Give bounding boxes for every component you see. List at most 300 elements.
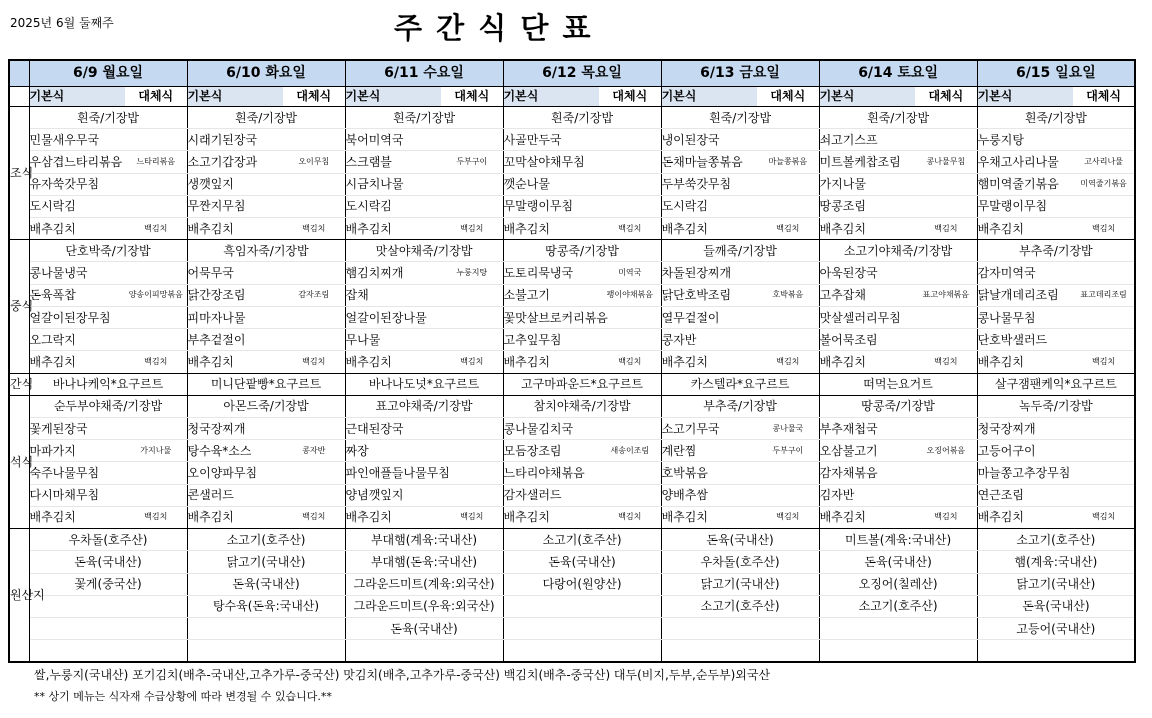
- menu-item: 햄(계육:국내산): [977, 551, 1135, 573]
- alt-menu-item: [1073, 129, 1135, 151]
- menu-row: [9, 129, 1135, 151]
- menu-item: 순두부야채죽/기장밥: [29, 395, 187, 417]
- alt-menu-item: 느타리볶음: [125, 151, 187, 173]
- menu-item: 흰죽/기장밥: [661, 106, 819, 128]
- menu-item: 탕수육*소스: [187, 440, 283, 462]
- alt-menu-item: [125, 262, 187, 284]
- menu-item: 숙주나물무침: [29, 462, 125, 484]
- menu-item: 햄미역줄기볶음: [977, 173, 1073, 195]
- menu-item: [345, 640, 503, 662]
- menu-item: 도시락김: [29, 195, 125, 217]
- menu-item: 양배추쌈: [661, 484, 757, 506]
- menu-item: 연근조림: [977, 484, 1073, 506]
- alt-menu-item: 백김치: [757, 506, 819, 528]
- menu-item: 누룽지탕: [977, 129, 1073, 151]
- alt-menu-item: [441, 329, 503, 351]
- menu-row: [9, 617, 1135, 639]
- alt-menu-item: 백김치: [915, 218, 977, 240]
- menu-item: 김자반: [819, 484, 915, 506]
- alt-menu-item: 백김치: [599, 218, 661, 240]
- menu-item: 콩나물무침: [977, 306, 1073, 328]
- menu-item: 오징어(칠레산): [819, 573, 977, 595]
- menu-item: 돈육폭찹: [29, 284, 125, 306]
- menu-item: 배추김치: [661, 218, 757, 240]
- menu-item: 닭고기(국내산): [661, 573, 819, 595]
- menu-row: [9, 573, 1135, 595]
- alt-menu-item: 고사리나물: [1073, 151, 1135, 173]
- alt-menu-item: 마늘쫑볶음: [757, 151, 819, 173]
- day-header-row: [9, 60, 1135, 86]
- alt-label: 대체식: [757, 86, 819, 106]
- menu-item: 배추김치: [661, 506, 757, 528]
- alt-menu-item: [283, 484, 345, 506]
- menu-item: 무말랭이무침: [503, 195, 599, 217]
- menu-item: 우채고사리나물: [977, 151, 1073, 173]
- menu-item: 배추김치: [977, 218, 1073, 240]
- day-header: 6/12 목요일: [503, 60, 661, 86]
- menu-item: 도토리묵냉국: [503, 262, 599, 284]
- menu-item: 참치야채죽/기장밥: [503, 395, 661, 417]
- alt-menu-item: 백김치: [1073, 506, 1135, 528]
- menu-item: 감자샐러드: [503, 484, 599, 506]
- menu-item: 계란찜: [661, 440, 757, 462]
- alt-menu-item: [125, 329, 187, 351]
- alt-menu-item: [441, 284, 503, 306]
- alt-menu-item: [599, 173, 661, 195]
- menu-item: 그라운드미트(우육:외국산): [345, 595, 503, 617]
- menu-item: 닭고기(국내산): [187, 551, 345, 573]
- menu-item: 냉이된장국: [661, 129, 757, 151]
- alt-menu-item: 백김치: [915, 506, 977, 528]
- menu-item: 소고기(호주산): [819, 595, 977, 617]
- menu-item: 배추김치: [819, 506, 915, 528]
- alt-menu-item: [599, 484, 661, 506]
- alt-menu-item: [915, 129, 977, 151]
- menu-item: [187, 640, 345, 662]
- alt-menu-item: 백김치: [757, 351, 819, 373]
- alt-menu-item: [441, 306, 503, 328]
- alt-menu-item: [599, 195, 661, 217]
- menu-item: 배추김치: [187, 351, 283, 373]
- menu-item: [977, 640, 1135, 662]
- menu-item: 청국장찌개: [977, 418, 1073, 440]
- alt-label: 대체식: [125, 86, 187, 106]
- alt-menu-item: [757, 129, 819, 151]
- alt-menu-item: [1073, 484, 1135, 506]
- menu-item: 콩자반: [661, 329, 757, 351]
- basic-label: 기본식: [187, 86, 283, 106]
- menu-item: [503, 640, 661, 662]
- menu-item: 배추김치: [503, 218, 599, 240]
- menu-item: [503, 595, 661, 617]
- alt-menu-item: [125, 173, 187, 195]
- menu-item: 꽃맛살브로커리볶음: [503, 306, 661, 328]
- menu-item: 흑임자죽/기장밥: [187, 240, 345, 262]
- menu-item: 흰죽/기장밥: [977, 106, 1135, 128]
- alt-menu-item: [599, 151, 661, 173]
- menu-item: 배추김치: [345, 506, 441, 528]
- menu-item: [819, 617, 977, 639]
- menu-item: 흰죽/기장밥: [345, 106, 503, 128]
- alt-menu-item: [599, 129, 661, 151]
- basic-label: 기본식: [977, 86, 1073, 106]
- alt-menu-item: [441, 440, 503, 462]
- alt-menu-item: 누룽지탕: [441, 262, 503, 284]
- menu-row: [9, 106, 1135, 128]
- menu-row: [9, 195, 1135, 217]
- menu-item: 탕수육(돈육:국내산): [187, 595, 345, 617]
- menu-item: 돈채마늘쫑볶음: [661, 151, 757, 173]
- menu-item: 고등어구이: [977, 440, 1073, 462]
- alt-menu-item: 백김치: [125, 351, 187, 373]
- alt-menu-item: 백김치: [125, 506, 187, 528]
- menu-item: [29, 617, 187, 639]
- menu-item: 열무겉절이: [661, 306, 757, 328]
- day-header: 6/13 금요일: [661, 60, 819, 86]
- menu-row: [9, 173, 1135, 195]
- alt-menu-item: 콩나물무침: [915, 151, 977, 173]
- menu-item: 배추김치: [819, 218, 915, 240]
- menu-item: 소고기(호주산): [661, 595, 819, 617]
- alt-menu-item: [1073, 306, 1135, 328]
- alt-menu-item: [283, 262, 345, 284]
- menu-item: 녹두죽/기장밥: [977, 395, 1135, 417]
- menu-item: 땅콩죽/기장밥: [819, 395, 977, 417]
- alt-menu-item: [599, 462, 661, 484]
- menu-item: 미트볼케찹조림: [819, 151, 915, 173]
- alt-menu-item: 미역줄기볶음: [1073, 173, 1135, 195]
- menu-item: 땅콩조림: [819, 195, 915, 217]
- menu-item: 쇠고기스프: [819, 129, 915, 151]
- menu-item: 그라운드미트(계육:외국산): [345, 573, 503, 595]
- alt-menu-item: 호박볶음: [757, 284, 819, 306]
- menu-item: 돈육(국내산): [29, 551, 187, 573]
- alt-menu-item: [915, 329, 977, 351]
- menu-row: [9, 240, 1135, 262]
- day-header: 6/15 일요일: [977, 60, 1135, 86]
- menu-item: 다시마채무침: [29, 484, 125, 506]
- menu-item: 카스텔라*요구르트: [661, 373, 819, 395]
- basic-label: 기본식: [503, 86, 599, 106]
- menu-item: 맛살셀러리무침: [819, 306, 915, 328]
- menu-item: [661, 640, 819, 662]
- menu-item: 감자미역국: [977, 262, 1073, 284]
- origin-note: 쌀,누룽지(국내산) 포기김치(배추-국내산,고추가루-중국산) 맛김치(배추,고추가루-중국산) 백김치(배추-중국산) 대두(비지,두부,순두부)외국산: [34, 668, 771, 682]
- menu-item: 흰죽/기장밥: [819, 106, 977, 128]
- menu-item: 닭고기(국내산): [977, 573, 1135, 595]
- menu-item: 얼갈이된장나물: [345, 306, 441, 328]
- alt-menu-item: 백김치: [283, 351, 345, 373]
- day-header: 6/10 화요일: [187, 60, 345, 86]
- menu-item: 마늘쫑고추장무침: [977, 462, 1135, 484]
- alt-menu-item: 백김치: [125, 218, 187, 240]
- menu-item: 무나물: [345, 329, 441, 351]
- menu-item: 부추재첩국: [819, 418, 915, 440]
- menu-row: [9, 418, 1135, 440]
- alt-menu-item: 두부구이: [757, 440, 819, 462]
- menu-row: [9, 262, 1135, 284]
- alt-label: 대체식: [283, 86, 345, 106]
- menu-item: 소고기(호주산): [503, 529, 661, 551]
- menu-row: [9, 506, 1135, 528]
- menu-item: 표고야채죽/기장밥: [345, 395, 503, 417]
- menu-item: 소고기무국: [661, 418, 757, 440]
- menu-row: [9, 462, 1135, 484]
- menu-row: [9, 484, 1135, 506]
- alt-menu-item: 콩자반: [283, 440, 345, 462]
- menu-item: 호박볶음: [661, 462, 757, 484]
- sub-corner: [9, 86, 29, 106]
- alt-menu-item: 표고야채볶음: [915, 284, 977, 306]
- alt-menu-item: [125, 195, 187, 217]
- menu-item: 닭날개데리조림: [977, 284, 1073, 306]
- basic-label: 기본식: [819, 86, 915, 106]
- menu-item: [503, 617, 661, 639]
- menu-item: 부추죽/기장밥: [661, 395, 819, 417]
- menu-item: [819, 640, 977, 662]
- menu-item: 돈육(국내산): [345, 617, 503, 639]
- menu-item: 배추김치: [187, 218, 283, 240]
- alt-menu-item: [1073, 418, 1135, 440]
- menu-item: 시래기된장국: [187, 129, 283, 151]
- menu-row: [9, 395, 1135, 417]
- menu-item: 가지나물: [819, 173, 915, 195]
- menu-item: 소고기(호주산): [187, 529, 345, 551]
- menu-item: 오삼불고기: [819, 440, 915, 462]
- menu-item: 소고기(호주산): [977, 529, 1135, 551]
- menu-item: 단호박샐러드: [977, 329, 1073, 351]
- alt-menu-item: 백김치: [283, 218, 345, 240]
- menu-item: 바나나케익*요구르트: [29, 373, 187, 395]
- menu-item: 배추김치: [503, 351, 599, 373]
- alt-menu-item: [1073, 262, 1135, 284]
- sub-header-row: [9, 86, 1135, 106]
- menu-row: [9, 551, 1135, 573]
- menu-item: 돈육(국내산): [187, 573, 345, 595]
- menu-item: 모듬장조림: [503, 440, 599, 462]
- alt-menu-item: [283, 462, 345, 484]
- menu-item: 맛살야채죽/기장밥: [345, 240, 503, 262]
- menu-item: 소불고기: [503, 284, 599, 306]
- menu-item: 배추김치: [345, 218, 441, 240]
- alt-menu-item: [283, 173, 345, 195]
- corner-cell: [9, 60, 29, 86]
- menu-item: 돈육(국내산): [661, 529, 819, 551]
- page-title: 주 간 식 단 표: [394, 11, 593, 45]
- menu-item: 단호박죽/기장밥: [29, 240, 187, 262]
- menu-item: 우차돌(호주산): [661, 551, 819, 573]
- menu-item: 부추죽/기장밥: [977, 240, 1135, 262]
- menu-item: 깻순나물: [503, 173, 599, 195]
- alt-menu-item: 백김치: [441, 218, 503, 240]
- alt-menu-item: [915, 418, 977, 440]
- change-note: ** 상기 메뉴는 식자재 수급상황에 따라 변경될 수 있습니다.**: [34, 690, 332, 703]
- menu-item: 고추잎무침: [503, 329, 599, 351]
- menu-item: 돈육(국내산): [503, 551, 661, 573]
- menu-item: 부추겉절이: [187, 329, 283, 351]
- alt-menu-item: [915, 306, 977, 328]
- menu-item: 돈육(국내산): [977, 595, 1135, 617]
- menu-row: [9, 640, 1135, 662]
- menu-row: [9, 329, 1135, 351]
- menu-item: 콩나물냉국: [29, 262, 125, 284]
- menu-item: 배추김치: [661, 351, 757, 373]
- alt-menu-item: 새송이조림: [599, 440, 661, 462]
- alt-menu-item: [757, 195, 819, 217]
- menu-item: 땅콩죽/기장밥: [503, 240, 661, 262]
- alt-menu-item: [125, 306, 187, 328]
- menu-item: 양념깻잎지: [345, 484, 441, 506]
- alt-menu-item: [915, 462, 977, 484]
- menu-item: 우차돌(호주산): [29, 529, 187, 551]
- menu-item: 배추김치: [187, 506, 283, 528]
- menu-item: 생깻잎지: [187, 173, 283, 195]
- meal-label: 원산지: [9, 529, 29, 662]
- alt-menu-item: [125, 484, 187, 506]
- menu-row: [9, 351, 1135, 373]
- menu-item: 오이양파무침: [187, 462, 283, 484]
- alt-menu-item: [599, 418, 661, 440]
- alt-menu-item: 백김치: [915, 351, 977, 373]
- menu-item: 시금치나물: [345, 173, 441, 195]
- alt-label: 대체식: [1073, 86, 1135, 106]
- alt-menu-item: [125, 129, 187, 151]
- menu-row: [9, 529, 1135, 551]
- alt-menu-item: [915, 262, 977, 284]
- menu-item: 배추김치: [29, 506, 125, 528]
- alt-menu-item: [283, 329, 345, 351]
- menu-item: 소고기야채죽/기장밥: [819, 240, 977, 262]
- alt-menu-item: [757, 262, 819, 284]
- menu-item: 부대햄(계육:국내산): [345, 529, 503, 551]
- menu-item: 살구잼팬케익*요구르트: [977, 373, 1135, 395]
- alt-menu-item: 백김치: [283, 506, 345, 528]
- menu-item: [29, 595, 187, 617]
- basic-label: 기본식: [661, 86, 757, 106]
- day-header: 6/11 수요일: [345, 60, 503, 86]
- menu-item: 흰죽/기장밥: [29, 106, 187, 128]
- meal-label: 간식: [9, 373, 29, 395]
- menu-item: 배추김치: [977, 351, 1073, 373]
- menu-item: 감자채볶음: [819, 462, 915, 484]
- menu-item: 도시락김: [345, 195, 441, 217]
- menu-row: [9, 284, 1135, 306]
- menu-row: [9, 595, 1135, 617]
- alt-menu-item: 백김치: [599, 351, 661, 373]
- menu-item: 꼬막살야채무침: [503, 151, 599, 173]
- menu-item: 닭단호박조림: [661, 284, 757, 306]
- menu-item: 떠먹는요거트: [819, 373, 977, 395]
- menu-item: 배추김치: [503, 506, 599, 528]
- menu-item: 청국장찌개: [187, 418, 283, 440]
- menu-row: [9, 151, 1135, 173]
- alt-label: 대체식: [599, 86, 661, 106]
- menu-item: 배추김치: [345, 351, 441, 373]
- menu-item: 닭간장조림: [187, 284, 283, 306]
- alt-label: 대체식: [915, 86, 977, 106]
- menu-row: [9, 373, 1135, 395]
- menu-row: [9, 306, 1135, 328]
- alt-menu-item: [757, 484, 819, 506]
- alt-menu-item: [915, 484, 977, 506]
- menu-item: 고등어(국내산): [977, 617, 1135, 639]
- alt-menu-item: 콩나물국: [757, 418, 819, 440]
- meal-label: 중식: [9, 240, 29, 373]
- menu-item: 콘샐러드: [187, 484, 283, 506]
- day-header: 6/9 월요일: [29, 60, 187, 86]
- alt-menu-item: [757, 329, 819, 351]
- menu-item: 잡채: [345, 284, 441, 306]
- alt-menu-item: 오징어볶음: [915, 440, 977, 462]
- week-label: 2025년 6월 둘째주: [10, 16, 114, 30]
- alt-menu-item: 백김치: [441, 506, 503, 528]
- alt-menu-item: 백김치: [1073, 218, 1135, 240]
- menu-item: 얼갈이된장무침: [29, 306, 125, 328]
- menu-item: 고추잡채: [819, 284, 915, 306]
- alt-menu-item: [441, 418, 503, 440]
- menu-item: 흰죽/기장밥: [187, 106, 345, 128]
- menu-row: [9, 440, 1135, 462]
- menu-item: 배추김치: [819, 351, 915, 373]
- meal-label: 조식: [9, 106, 29, 239]
- menu-item: 마파가지: [29, 440, 125, 462]
- weekly-menu-table: [8, 59, 1136, 663]
- alt-menu-item: 미역국: [599, 262, 661, 284]
- alt-menu-item: 팽이야채볶음: [599, 284, 661, 306]
- alt-menu-item: [1073, 329, 1135, 351]
- alt-menu-item: [1073, 440, 1135, 462]
- alt-menu-item: [757, 173, 819, 195]
- alt-menu-item: 백김치: [1073, 351, 1135, 373]
- menu-item: [661, 617, 819, 639]
- alt-menu-item: [283, 129, 345, 151]
- alt-menu-item: 백김치: [599, 506, 661, 528]
- menu-item: 콩나물김치국: [503, 418, 599, 440]
- alt-menu-item: [915, 195, 977, 217]
- menu-item: 꽃게된장국: [29, 418, 125, 440]
- menu-item: 흰죽/기장밥: [503, 106, 661, 128]
- menu-item: 북어미역국: [345, 129, 441, 151]
- day-header: 6/14 토요일: [819, 60, 977, 86]
- menu-item: 아몬드죽/기장밥: [187, 395, 345, 417]
- menu-item: 아욱된장국: [819, 262, 915, 284]
- alt-menu-item: [599, 329, 661, 351]
- alt-menu-item: [1073, 195, 1135, 217]
- alt-menu-item: 감자조림: [283, 284, 345, 306]
- menu-row: [9, 218, 1135, 240]
- menu-item: 부대햄(돈육:국내산): [345, 551, 503, 573]
- menu-item: 민물새우무국: [29, 129, 125, 151]
- alt-menu-item: [441, 173, 503, 195]
- menu-item: 무짠지무침: [187, 195, 283, 217]
- basic-label: 기본식: [345, 86, 441, 106]
- menu-item: 우삼겹느타리볶음: [29, 151, 125, 173]
- menu-item: 근대된장국: [345, 418, 441, 440]
- alt-menu-item: [283, 195, 345, 217]
- alt-label: 대체식: [441, 86, 503, 106]
- menu-item: 고구마파운드*요구르트: [503, 373, 661, 395]
- alt-menu-item: [757, 462, 819, 484]
- alt-menu-item: [757, 306, 819, 328]
- meal-label: 석식: [9, 395, 29, 528]
- menu-item: 스크램블: [345, 151, 441, 173]
- alt-menu-item: [283, 306, 345, 328]
- alt-menu-item: [915, 173, 977, 195]
- alt-menu-item: [441, 484, 503, 506]
- menu-item: 두부쑥갓무침: [661, 173, 757, 195]
- menu-item: 햄김치찌개: [345, 262, 441, 284]
- alt-menu-item: 백김치: [441, 351, 503, 373]
